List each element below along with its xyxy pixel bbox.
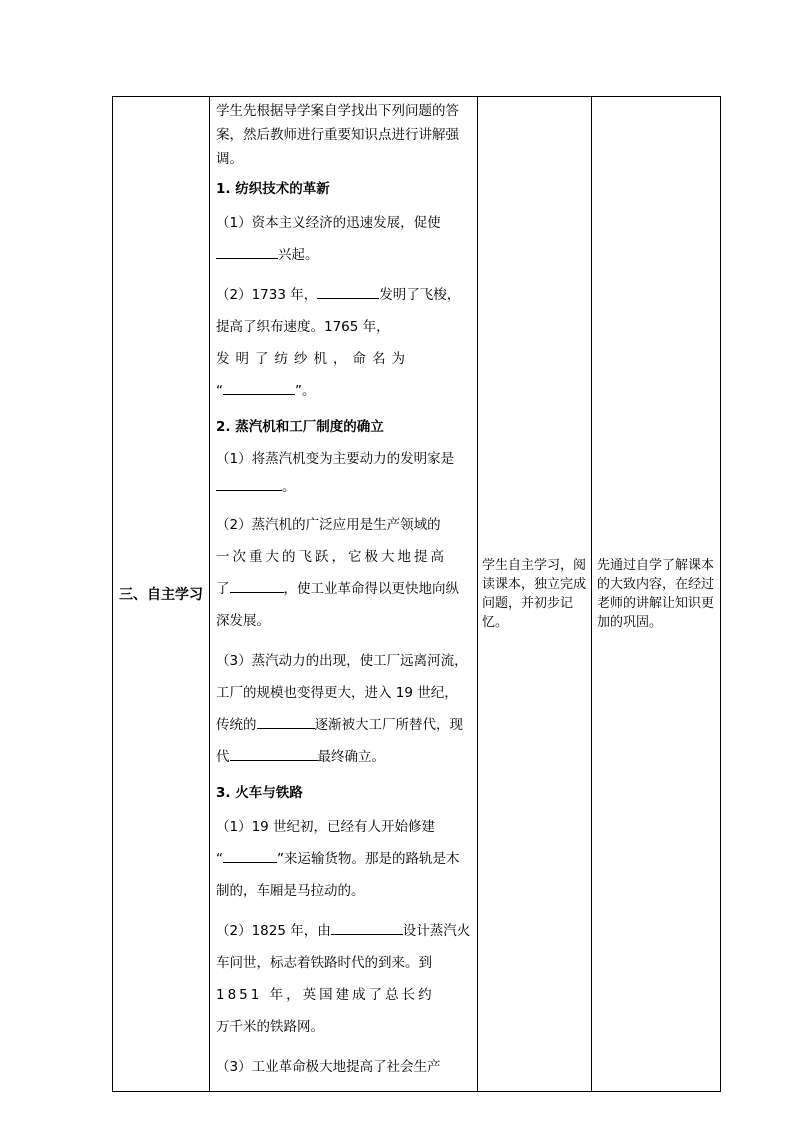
design-purpose-text: 先通过自学了解课本的大致内容，在经过老师的讲解让知识更加的巩固。 (597, 558, 715, 630)
heading-textile: 1. 纺织技术的革新 (216, 181, 330, 197)
question-railway-3 (216, 1051, 471, 1083)
answer-blank[interactable] (216, 474, 282, 491)
question-text: （3）工业革命极大地提高了社会生产 (216, 1059, 441, 1075)
intro-text: 学生先根据导学案自学找出下列问题的答案，然后教师进行重要知识点进行讲解强调。 (216, 103, 459, 167)
question-text: （1）将蒸汽机变为主要动力的发明家是 (216, 451, 455, 467)
question-text: （2）蒸汽机的广泛应用是生产领域的 (216, 517, 441, 533)
answer-blank[interactable] (216, 242, 278, 259)
table-row (113, 97, 721, 1092)
answer-blank[interactable] (331, 918, 403, 935)
question-text: ”来运输货物。那是的路轨是木制的，车厢是马拉动的。 (216, 851, 460, 899)
question-text: 了 (216, 581, 230, 597)
question-text: ，使工业革命得以更快地向纵深发展。 (216, 581, 459, 629)
question-text: 万千米的铁路网。 (216, 1019, 324, 1035)
answer-blank[interactable] (230, 744, 318, 761)
student-activity-cell (478, 97, 592, 1092)
question-text: 逐渐被大工厂所替代，现代 (216, 717, 463, 765)
heading-steam-engine: 2. 蒸汽机和工厂制度的确立 (216, 419, 384, 435)
lesson-plan-table (112, 96, 721, 1092)
question-railway-2 (216, 915, 471, 1043)
question-text: “ (216, 383, 223, 399)
question-steam-3 (216, 645, 471, 773)
student-activity-text: 学生自主学习，阅读课本，独立完成问题，并初步记忆。 (482, 558, 587, 630)
question-text: 一次重大的飞跃，它极大地提高 (216, 549, 447, 565)
question-text: （1）资本主义经济的迅速发展，促使 (216, 215, 441, 231)
question-text: （2）1733 年， (216, 287, 318, 303)
question-railway-1 (216, 811, 471, 907)
question-steam-2 (216, 509, 471, 637)
section-label: 三、自主学习 (119, 587, 203, 603)
answer-blank[interactable] (223, 378, 295, 395)
question-text: 最终确立。 (317, 749, 385, 765)
section-cell (113, 97, 210, 1092)
design-purpose-cell (592, 97, 721, 1092)
question-text: 兴起。 (278, 247, 319, 263)
answer-blank[interactable] (257, 712, 315, 729)
question-text: （3）蒸汽动力的出现，使工厂远离河流，工厂的规模也变得更大，进入 19 世纪，传统的 (216, 653, 468, 733)
question-textile-2 (216, 279, 471, 407)
answer-blank[interactable] (317, 282, 379, 299)
question-text: ”。 (295, 383, 316, 399)
question-text: （1）19 世纪初，已经有人开始修建 (216, 819, 436, 835)
question-text: 发明了纺纱机，命名为 (216, 351, 411, 367)
content-cell (210, 97, 478, 1092)
heading-railway: 3. 火车与铁路 (216, 785, 303, 801)
question-text: 设计蒸汽火车问世，标志着铁路时代的到来。到 (216, 923, 471, 971)
question-text: （2）1825 年，由 (216, 923, 331, 939)
question-text: 发明了飞梭，提高了织布速度。1765 年， (216, 287, 461, 335)
answer-blank[interactable] (230, 576, 284, 593)
answer-blank[interactable] (223, 846, 277, 863)
question-textile-1 (216, 207, 471, 271)
question-text: 1851 年，英国建成了总长约 (216, 987, 435, 1003)
question-steam-1 (216, 445, 471, 501)
question-text: 。 (282, 479, 296, 495)
question-text: “ (216, 851, 223, 867)
